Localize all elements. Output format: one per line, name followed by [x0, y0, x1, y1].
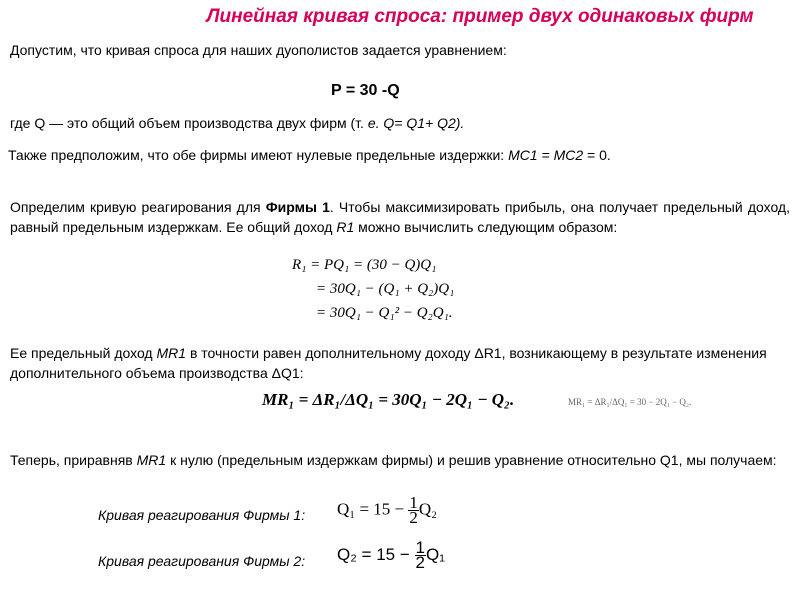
reaction-text-1: Определим кривую реагирования для — [10, 199, 266, 215]
demand-equation: P = 30 -Q — [331, 82, 400, 99]
marginal-cost-value: = 0. — [583, 147, 611, 163]
mr-text-1: Ее предельный доход — [10, 345, 157, 361]
reaction-text-3: можно вычислить следующим образом: — [354, 219, 618, 235]
curve-2-numerator: 1 — [415, 538, 425, 557]
reaction-curve-2-formula — [337, 538, 445, 572]
total-output-text: где Q — это общий объем производства двух фирм (т. — [10, 115, 368, 131]
marginal-revenue-paragraph — [10, 343, 790, 383]
mr-text-2: в точности равен дополнительному доходу ΔR1, возникающему в результате изменения дополнительного объема производства ΔQ1: — [10, 345, 767, 381]
reaction-curve-1-label: Кривая реагирования Фирмы 1: — [98, 507, 306, 523]
revenue-line-3: = 30Q₁ − Q₁² − Q₂Q₁. — [316, 305, 453, 321]
revenue-line-1: R₁ = PQ₁ = (30 − Q)Q₁ — [292, 257, 437, 273]
mr-symbol: MR1 — [156, 345, 187, 361]
curve-1-denominator: 2 — [409, 508, 418, 527]
marginal-revenue-equation-small: MR₁ = ΔR₁/ΔQ₁ = 30 − 2Q₁ − Q₂. — [568, 397, 692, 407]
solution-text-1: Теперь, приравняв — [10, 452, 137, 468]
curve-2-lhs: Q₂ = 15 − — [337, 544, 410, 564]
firm-1-name: Фирмы 1 — [265, 199, 330, 215]
curve-2-fraction — [415, 538, 426, 572]
marginal-cost-text: Также предположим, что обе фирмы имеют нулевые предельные издержки: — [8, 147, 509, 163]
intro-paragraph: Допустим, что кривая спроса для наших дуополистов задается уравнением: — [10, 42, 507, 58]
reaction-curve-2-label: Кривая реагирования Фирмы 2: — [98, 553, 306, 569]
revenue-derivation — [292, 253, 522, 325]
reaction-paragraph — [10, 197, 790, 237]
solution-mr-symbol: MR1 — [136, 452, 167, 468]
revenue-symbol: R1 — [336, 219, 355, 235]
curve-1-rhs: Q₂ — [418, 499, 438, 519]
total-output-paragraph — [10, 113, 790, 133]
curve-1-fraction — [408, 493, 419, 527]
marginal-cost-paragraph — [8, 145, 790, 165]
total-output-formula: е. Q= Q1+ Q2). — [367, 115, 465, 131]
curve-2-denominator: 2 — [415, 553, 425, 572]
solution-paragraph — [10, 450, 790, 470]
reaction-text-2: . Чтобы максимизировать прибыль, она получает предельный доход, равный предельным издержкам. Ее общий доход — [10, 199, 790, 235]
reaction-curve-1-formula — [337, 493, 438, 527]
curve-1-lhs: Q₁ = 15 − — [337, 499, 405, 519]
page-title: Линейная кривая спроса: пример двух одинаковых фирм — [206, 6, 754, 27]
curve-2-rhs: Q₁ — [425, 544, 445, 564]
solution-text-2: к нулю (предельным издержкам фирмы) и решив уравнение относительно Q1, мы получаем: — [166, 452, 777, 468]
marginal-revenue-equation: MR₁ = ΔR₁/ΔQ₁ = 30Q₁ − 2Q₁ − Q₂. — [262, 390, 515, 409]
curve-1-numerator: 1 — [409, 493, 418, 512]
marginal-cost-formula: MC1 = MC2 — [508, 147, 584, 163]
revenue-line-2: = 30Q₁ − (Q₁ + Q₂)Q₁ — [316, 281, 455, 297]
